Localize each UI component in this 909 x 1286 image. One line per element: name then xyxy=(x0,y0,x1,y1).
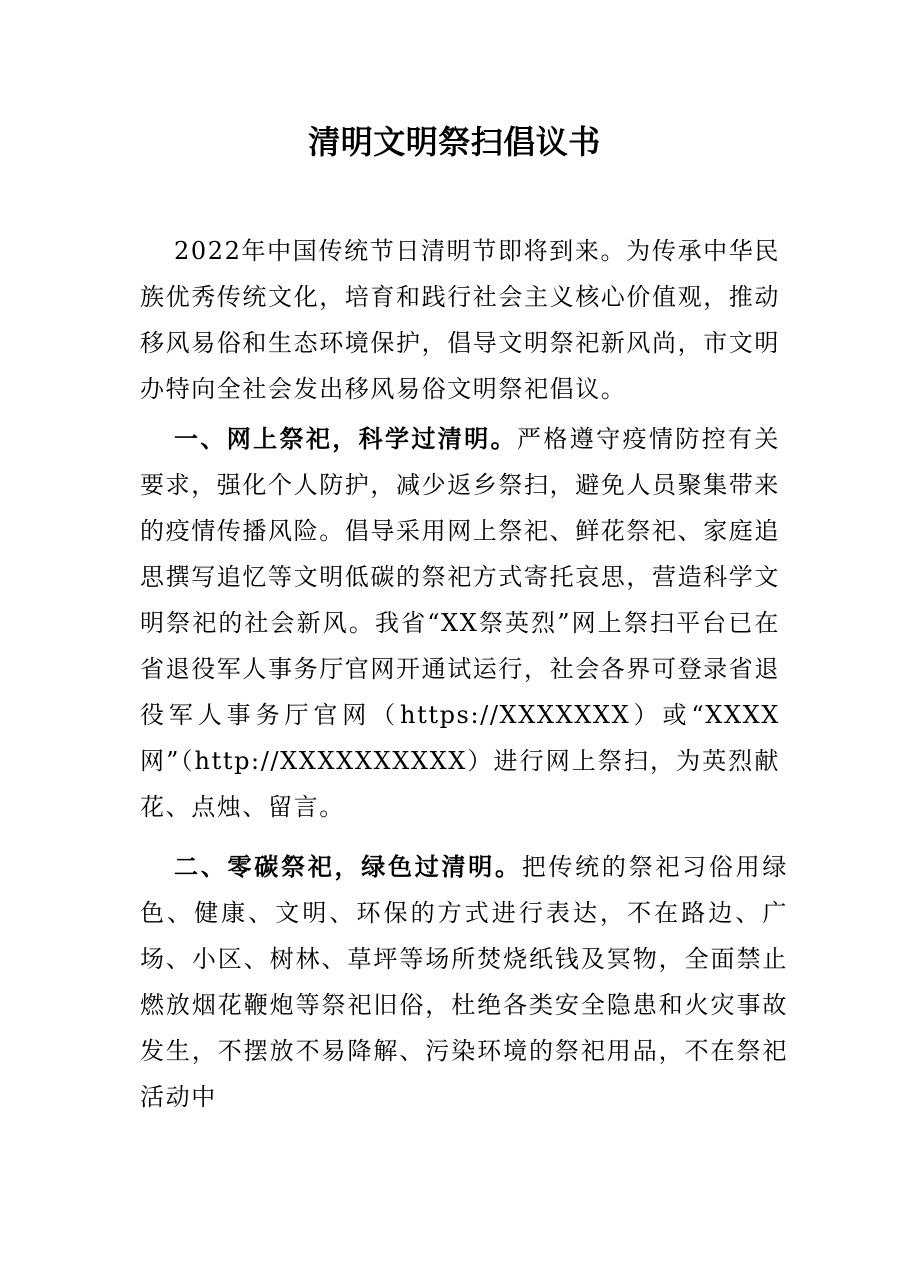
section-heading-1: 一、网上祭祀，科学过清明。 xyxy=(174,424,517,453)
section-paragraph-2 xyxy=(140,844,788,1120)
intro-paragraph: 2022年中国传统节日清明节即将到来。为传承中华民族优秀传统文化，培育和践行社会主义核心价值观，推动移风易俗和生态环境保护，倡导文明祭祀新风尚，市文明办特向全社会发出移风易俗文明祭祀倡议。 xyxy=(140,237,780,403)
section-body-2: 把传统的祭祀习俗用绿色、健康、文明、环保的方式进行表达，不在路边、广场、小区、树林、草坪等场所焚烧纸钱及冥物，全面禁止燃放烟花鞭炮等祭祀旧俗，杜绝各类安全隐患和火灾事故发生，不摆放不易降解、污染环境的祭祀用品，不在祭祀活动中 xyxy=(140,853,788,1111)
section-paragraph-1 xyxy=(140,416,780,830)
section-body-1: 严格遵守疫情防控有关要求，强化个人防护，减少返乡祭扫，避免人员聚集带来的疫情传播风险。倡导采用网上祭祀、鲜花祭祀、家庭追思撰写追忆等文明低碳的祭祀方式寄托哀思，营造科学文明祭祀的社会新风。我省“XX祭英烈”网上祭扫平台已在省退役军人事务厅官网开通试运行，社会各界可登录省退役军人事务厅官网（https://XXXXXXX）或“XXXX网”（http://XXXXXXXXXX）进行网上祭扫，为英烈献花、点烛、留言。 xyxy=(140,425,780,821)
section-heading-2: 二、零碳祭祀，绿色过清明。 xyxy=(174,852,522,881)
document-title: 清明文明祭扫倡议书 xyxy=(308,123,601,161)
